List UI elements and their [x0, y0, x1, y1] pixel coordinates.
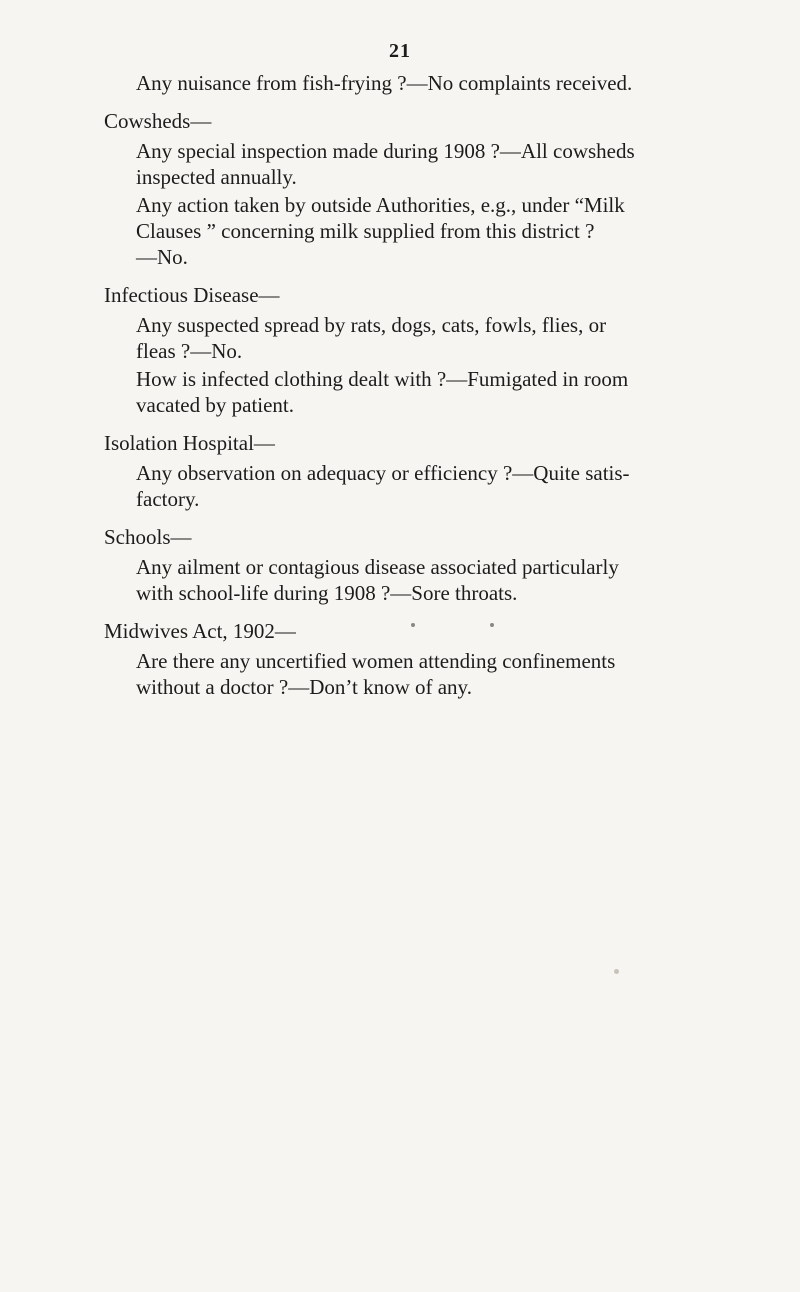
section-heading: Isolation Hospital—	[104, 431, 275, 455]
question-line: vacated by patient.	[136, 393, 295, 417]
scan-speck	[411, 623, 415, 627]
question-line: Any observation on adequacy or efficiency ?—Quite satis-	[136, 461, 630, 485]
question-line: How is infected clothing dealt with ?—Fumigated in room	[136, 367, 629, 391]
intro-line: Any nuisance from fish-frying ?—No complaints received.	[136, 71, 633, 95]
question-item	[104, 648, 714, 700]
question-item	[104, 460, 714, 512]
section-heading: Midwives Act, 1902—	[104, 619, 296, 643]
question-line: with school-life during 1908 ?—Sore throats.	[136, 581, 518, 605]
question-line: factory.	[136, 487, 200, 511]
question-line: Any suspected spread by rats, dogs, cats, fowls, flies, or	[136, 313, 607, 337]
question-line: Are there any uncertified women attending confinements	[136, 649, 616, 673]
question-item	[104, 192, 714, 270]
question-item	[104, 366, 714, 418]
question-line: —No.	[136, 245, 188, 269]
section-cowsheds	[104, 108, 714, 270]
section-isolation-hospital	[104, 430, 714, 512]
question-line: fleas ?—No.	[136, 339, 243, 363]
question-line: Any special inspection made during 1908 ?—All cowsheds	[136, 139, 635, 163]
question-line: Any action taken by outside Authorities, e.g., under “Milk	[136, 193, 625, 217]
section-heading: Infectious Disease—	[104, 283, 280, 307]
question-item	[104, 138, 714, 190]
question-line: Any ailment or contagious disease associated particularly	[136, 555, 619, 579]
page-number: 21	[389, 40, 411, 62]
section-heading: Schools—	[104, 525, 192, 549]
scan-speck	[614, 969, 619, 974]
section-schools	[104, 524, 714, 606]
question-item	[104, 554, 714, 606]
question-line: without a doctor ?—Don’t know of any.	[136, 675, 472, 699]
question-item	[104, 312, 714, 364]
section-heading: Cowsheds—	[104, 109, 212, 133]
scan-speck	[490, 623, 494, 627]
question-line: Clauses ” concerning milk supplied from this district ?	[136, 219, 595, 243]
section-infectious-disease	[104, 282, 714, 418]
page-content	[104, 70, 714, 700]
question-line: inspected annually.	[136, 165, 297, 189]
section-midwives-act	[104, 618, 714, 700]
